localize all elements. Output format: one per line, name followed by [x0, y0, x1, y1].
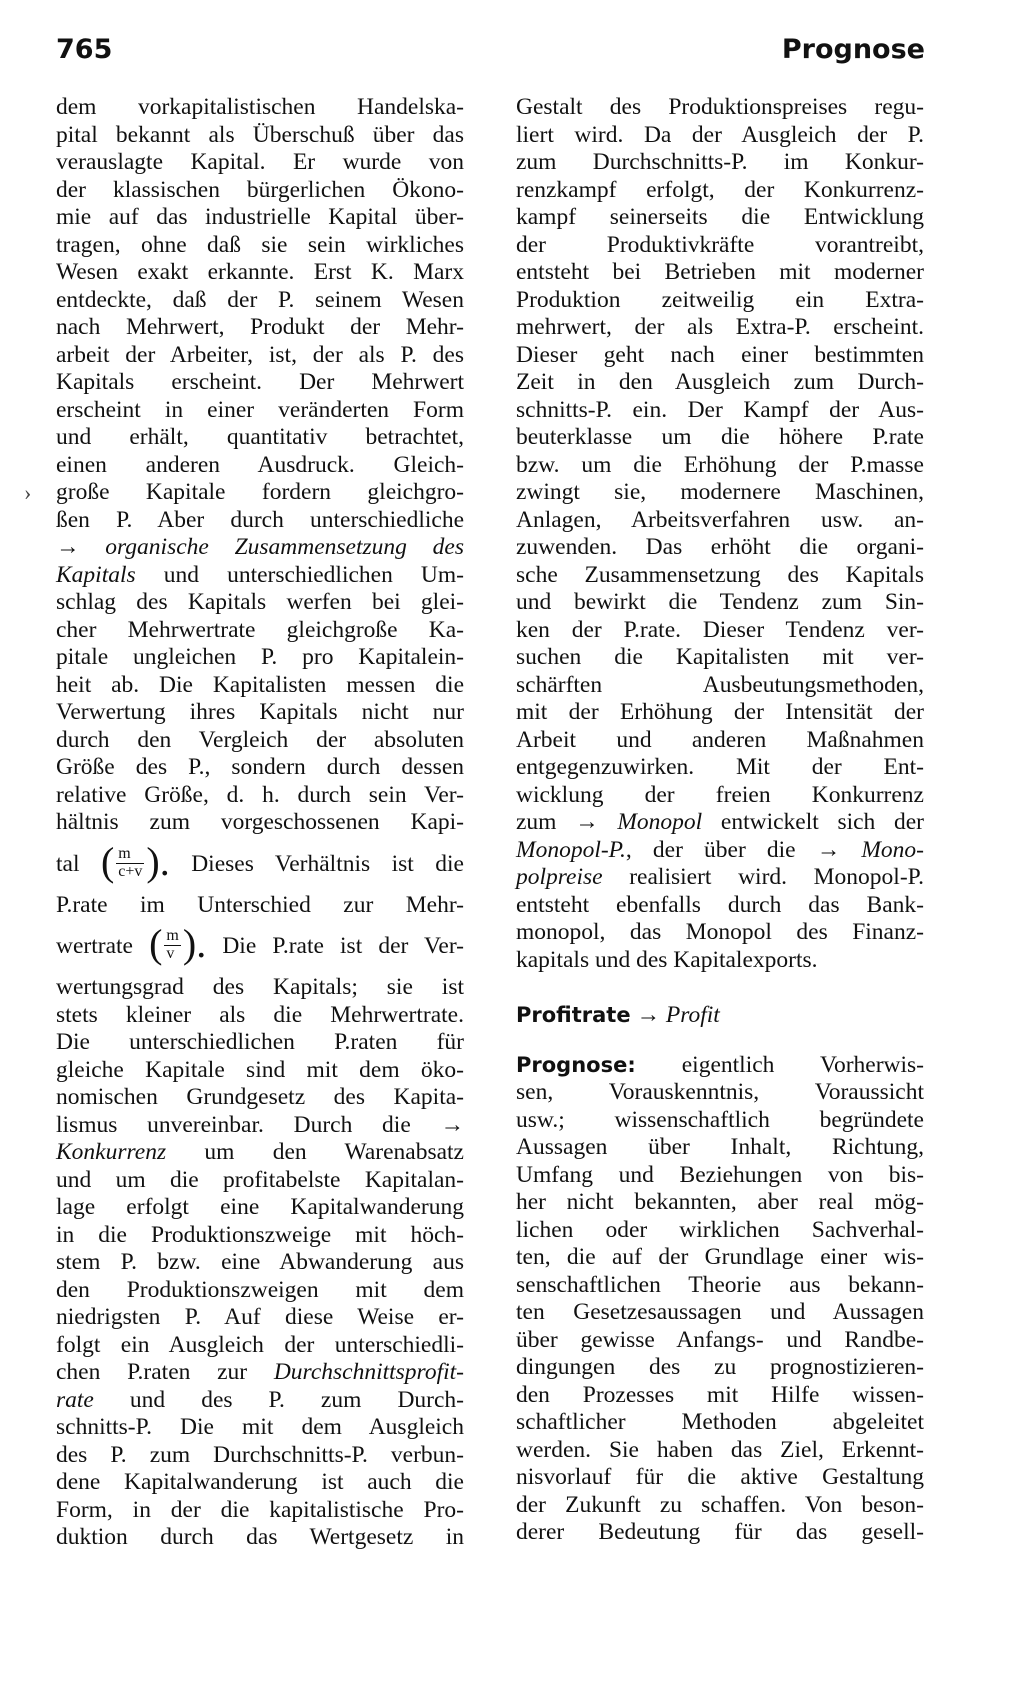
text-line-with-fraction: wertrate ( $\frac{m}{v}$ ). Die P.rate ist der Ver- — [56, 921, 464, 967]
text-line: pital bekannt als Überschuß über das — [56, 121, 464, 148]
text-line: werden. Sie haben das Ziel, Erkennt- — [516, 1436, 924, 1463]
text-line: verauslagte Kapital. Er wurde von — [56, 149, 464, 175]
text-line: dingungen des zu prognostizieren- — [516, 1354, 924, 1380]
text-line: erscheint in einer veränderten Form — [56, 396, 464, 423]
text-line: gleiche Kapitale sind mit dem öko- — [56, 1056, 464, 1083]
text-line: dem vorkapitalistischen Handelska- — [56, 94, 464, 120]
text-line: relative Größe, d. h. durch sein Ver- — [56, 781, 464, 808]
text-line: monopol, das Monopol des Finanz- — [516, 919, 924, 945]
text-line: rate und des P. zum Durch- — [56, 1386, 464, 1413]
text-line: mie auf das industrielle Kapital über- — [56, 204, 464, 230]
text-line: Zeit in den Ausgleich zum Durch- — [516, 369, 924, 395]
text-line: und bewirkt die Tendenz zum Sin- — [516, 589, 924, 615]
text-line: sen, Vorauskenntnis, Voraussicht — [516, 1079, 924, 1105]
text-line: und erhält, quantitativ betrachtet, — [56, 424, 464, 450]
headword-profitrate: Profitrate — [516, 1003, 631, 1027]
text-line: Die unterschiedlichen P.raten für — [56, 1029, 464, 1055]
text-line: beuterklasse um die höhere P.rate — [516, 424, 924, 450]
text-line: kapitals und des Kapitalexports. — [516, 946, 818, 973]
text-line: hältnis zum vorgeschossenen Kapi- — [56, 809, 464, 835]
right-column-text — [516, 94, 924, 974]
text-line: Umfang und Beziehungen von bis- — [516, 1161, 924, 1188]
text-line: zum Durchschnitts-P. im Konkur- — [516, 149, 924, 175]
text-line: heit ab. Die Kapitalisten messen die — [56, 671, 464, 698]
fraction-surplus_rate: ( $\frac{m}{v}$ ). — [149, 921, 207, 967]
cross-reference-profit: Profit — [665, 1002, 720, 1028]
text-line: her nicht bekannten, aber real mög- — [516, 1189, 924, 1215]
text-line: cher Mehrwertrate gleichgroße Ka- — [56, 616, 464, 643]
text-line: Kapitals erscheint. Der Mehrwert — [56, 369, 464, 395]
text-line: entdeckte, daß der P. seinem Wesen — [56, 286, 464, 313]
text-line: liert wird. Da der Ausgleich der P. — [516, 121, 924, 148]
text-line: arbeit der Arbeiter, ist, der als P. des — [56, 341, 464, 368]
running-head: Prognose — [781, 34, 925, 65]
text-line: mit der Erhöhung der Intensität der — [516, 699, 924, 725]
text-line: chen P.raten zur Durchschnittsprofit- — [56, 1359, 464, 1385]
text-line: P.rate im Unterschied zur Mehr- — [56, 891, 464, 918]
text-line: lismus unvereinbar. Durch die → — [56, 1111, 464, 1138]
text-line: einen anderen Ausdruck. Gleich- — [56, 451, 464, 478]
text-line: entsteht bei Betrieben mit moderner — [516, 259, 924, 285]
entry-prognose — [516, 1052, 924, 1547]
text-line: lage erfolgt eine Kapitalwanderung — [56, 1194, 464, 1220]
text-line: zum → Monopol entwickelt sich der — [516, 809, 924, 835]
text-line: pitale ungleichen P. pro Kapitalein- — [56, 644, 464, 670]
text-line: bzw. um die Erhöhung der P.masse — [516, 451, 924, 478]
text-line: schärften Ausbeutungsmethoden, — [516, 671, 924, 698]
spacer — [516, 974, 924, 1002]
headword-prognose: Prognose: — [516, 1052, 636, 1077]
text-line: ten Gesetzesaussagen und Aussagen — [516, 1299, 924, 1325]
right-column — [516, 94, 924, 1547]
text-line: schlag des Kapitals werfen bei glei- — [56, 589, 464, 615]
text-line: derer Bedeutung für das gesell- — [516, 1519, 924, 1545]
entry-profitrate — [516, 1002, 924, 1030]
text-line: den Produktionszweigen mit dem — [56, 1276, 464, 1303]
text-line: Form, in der die kapitalistische Pro- — [56, 1496, 464, 1523]
page-number: 765 — [56, 34, 113, 65]
text-line: in die Produktionszweige mit höch- — [56, 1221, 464, 1248]
text-line: ten, die auf der Grundlage einer wis- — [516, 1244, 924, 1270]
text-line: der Zukunft zu schaffen. Von beson- — [516, 1491, 924, 1518]
text-line: große Kapitale fordern gleichgro- — [56, 479, 464, 505]
text-line: Verwertung ihres Kapitals nicht nur — [56, 699, 464, 725]
text-line: Größe des P., sondern durch dessen — [56, 754, 464, 780]
text-line: über gewisse Anfangs- und Randbe- — [516, 1326, 924, 1353]
text-line: zuwenden. Das erhöht die organi- — [516, 534, 924, 560]
text-line: suchen die Kapitalisten mit ver- — [516, 644, 924, 670]
text-line: folgt ein Ausgleich der unterschiedli- — [56, 1331, 464, 1358]
text-line-with-fraction: tal ( $\frac{m}{c+v}$ ). Dieses Verhältnis ist die — [56, 838, 464, 884]
margin-mark: › — [24, 480, 32, 505]
text-line: sche Zusammensetzung des Kapitals — [516, 561, 924, 588]
text-line: schnitts-P. ein. Der Kampf der Aus- — [516, 396, 924, 423]
text-line: dene Kapitalwanderung ist auch die — [56, 1469, 464, 1495]
text-line: entsteht ebenfalls durch das Bank- — [516, 891, 924, 918]
text-line: schaftlicher Methoden abgeleitet — [516, 1409, 924, 1435]
text-line: Aussagen über Inhalt, Richtung, — [516, 1134, 924, 1160]
text-line: wicklung der freien Konkurrenz — [516, 781, 924, 808]
text-line: Wesen exakt erkannte. Erst K. Marx — [56, 259, 464, 285]
left-column — [56, 94, 464, 1552]
text-line: und um die profitabelste Kapitalan- — [56, 1166, 464, 1193]
text-line: Dieser geht nach einer bestimmten — [516, 341, 924, 368]
text-line: Produktion zeitweilig ein Extra- — [516, 286, 924, 313]
text-line: nach Mehrwert, Produkt der Mehr- — [56, 314, 464, 340]
fraction-profit_rate: ( $\frac{m}{c+v}$ ). — [100, 838, 170, 884]
text-line: nomischen Grundgesetz des Kapita- — [56, 1084, 464, 1110]
text-line: nisvorlauf für die aktive Gestaltung — [516, 1464, 924, 1490]
text-line: usw.; wissenschaftlich begründete — [516, 1106, 924, 1133]
text-line: wertungsgrad des Kapitals; sie ist — [56, 974, 464, 1000]
text-line: entgegenzuwirken. Mit der Ent- — [516, 754, 924, 780]
text-line: Arbeit und anderen Maßnahmen — [516, 726, 924, 753]
text-line: duktion durch das Wertgesetz in — [56, 1524, 464, 1550]
text-line: Kapitals und unterschiedlichen Um- — [56, 561, 464, 588]
text-line: Anlagen, Arbeitsverfahren usw. an- — [516, 506, 924, 533]
text-line: ken der P.rate. Dieser Tendenz ver- — [516, 616, 924, 643]
arrow: → — [636, 1002, 660, 1028]
text-line: durch den Vergleich der absoluten — [56, 726, 464, 753]
text-line: polpreise realisiert wird. Monopol-P. — [516, 864, 924, 890]
text-line: Konkurrenz um den Warenabsatz — [56, 1139, 464, 1165]
text-line: kampf seinerseits die Entwicklung — [516, 204, 924, 230]
text-line: mehrwert, der als Extra-P. erscheint. — [516, 314, 924, 340]
text-line: tragen, ohne daß sie sein wirkliches — [56, 231, 464, 258]
text-line: Gestalt des Produktionspreises regu- — [516, 94, 924, 120]
text-line: stets kleiner als die Mehrwertrate. — [56, 1001, 464, 1028]
text-line: lichen oder wirklichen Sachverhal- — [516, 1216, 924, 1243]
text-line: Monopol-P., der über die → Mono- — [516, 836, 924, 863]
text-line: Prognose: eigentlich Vorherwis- — [516, 1051, 924, 1078]
text-line: den Prozesses mit Hilfe wissen- — [516, 1381, 924, 1408]
text-line: senschaftlichen Theorie aus bekann- — [516, 1271, 924, 1298]
text-line: schnitts-P. Die mit dem Ausgleich — [56, 1414, 464, 1440]
text-line: der klassischen bürgerlichen Ökono- — [56, 176, 464, 203]
text-line: niedrigsten P. Auf diese Weise er- — [56, 1304, 464, 1330]
spacer — [516, 1030, 924, 1052]
text-line: der Produktivkräfte vorantreibt, — [516, 231, 924, 258]
text-line: des P. zum Durchschnitts-P. verbun- — [56, 1441, 464, 1468]
text-line: zwingt sie, modernere Maschinen, — [516, 479, 924, 505]
text-line: ßen P. Aber durch unterschiedliche — [56, 506, 464, 533]
text-line: renzkampf erfolgt, der Konkurrenz- — [516, 176, 924, 203]
text-line: → organische Zusammensetzung des — [56, 534, 464, 560]
text-line: stem P. bzw. eine Abwanderung aus — [56, 1249, 464, 1275]
